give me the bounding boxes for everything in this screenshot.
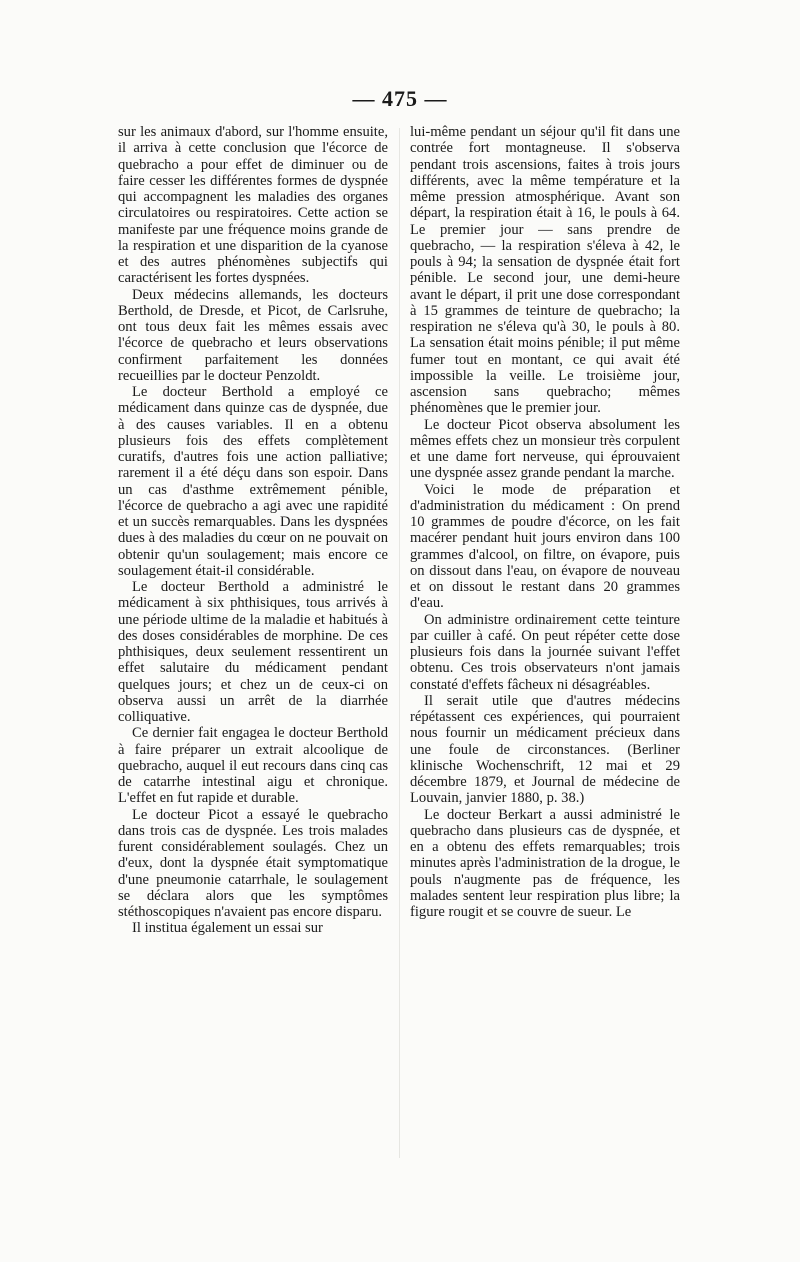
page-number: — 475 —: [352, 86, 448, 111]
left-column: [118, 124, 388, 937]
paragraph: Le docteur Berthold a administré le médicament à six phthisiques, tous arrivés à une période ultime de la maladie et habitués à des doses considérables de morphine. De ces phthisiques, deux seulement ressentirent un effet salutaire du médicament pendant quelques jours; et chez un de ceux-ci on observa aussi un arrêt de la diarrhée colliquative.: [118, 579, 388, 725]
paragraph: Voici le mode de préparation et d'administration du médicament : On prend 10 grammes de poudre d'écorce, on les fait macérer pendant huit jours environ dans 100 grammes d'alcool, on filtre, on évapore, puis on dissout dans l'eau, on évapore de nouveau et on dissout le restant dans 20 grammes d'eau.: [410, 481, 680, 612]
paragraph: Le docteur Picot a essayé le quebracho dans trois cas de dyspnée. Les trois malades furent considérablement soulagés. Chez un d'eux, dont la dyspnée était symptomatique d'une pneumonie catarrhale, le soulagement se déclara alors que les symptômes stéthoscopiques n'avaient pas encore disparu.: [118, 806, 388, 920]
column-divider: [399, 128, 400, 1158]
paragraph: Il serait utile que d'autres médecins répétassent ces expériences, qui pourraient nous fournir un médicament précieux dans une foule de circonstances. (Berliner klinische Wochenschrift, 12 mai et 29 décembre 1879, et Journal de médecine de Louvain, janvier 1880, p. 38.): [410, 692, 680, 807]
paragraph: On administre ordinairement cette teinture par cuiller à café. On peut répéter cette dose plusieurs fois dans la journée suivant l'effet obtenu. Ces trois observateurs n'ont jamais constaté d'effets fâcheux ni désagréables.: [410, 611, 680, 693]
paragraph: Deux médecins allemands, les docteurs Berthold, de Dresde, et Picot, de Carlsruhe, ont tous deux fait les mêmes essais avec l'écorce de quebracho et leurs observations confirment parfaitement les données recueillies par le docteur Penzoldt.: [118, 286, 388, 384]
paragraph: lui-même pendant un séjour qu'il fit dans une contrée fort montagneuse. Il s'observa pendant trois ascensions, faites à trois jours différents, avec la même température et la même pression atmosphérique. Avant son départ, la respiration était à 16, le pouls à 64. Le premier jour — sans prendre de quebracho, — la respiration s'éleva à 42, le pouls à 94; la sensation de dyspnée était fort pénible. Le second jour, une demi-heure avant le départ, il prit une dose correspondant à 15 grammes de teinture de quebracho; la respiration ne s'éleva qu'à 30, le pouls à 80. La sensation était moins pénible; il put même fumer tout en montant, ce qui avait été impossible la veille. Le troisième jour, ascension sans quebracho; mêmes phénomènes que le premier jour.: [410, 124, 680, 417]
paragraph: Il institua également un essai sur: [132, 920, 323, 937]
paragraph: Le docteur Berkart a aussi administré le quebracho dans plusieurs cas de dyspnée, et en a obtenu des effets remarquables; trois minutes après l'administration de la drogue, le pouls n'augmente pas de fréquence, les malades sentent leur respiration plus libre; la figure rougit et se couvre de sueur. Le: [410, 806, 680, 920]
paragraph: Ce dernier fait engagea le docteur Berthold à faire préparer un extrait alcoolique de quebracho, auquel il eut recours dans cinq cas de catarrhe intestinal aigu et chronique. L'effet en fut rapide et durable.: [118, 725, 388, 807]
paragraph: sur les animaux d'abord, sur l'homme ensuite, il arriva à cette conclusion que l'écorce de quebracho a pour effet de diminuer ou de faire cesser les différentes formes de dyspnée qui accompagnent les maladies des organes circulatoires ou respiratoires. Cette action se manifeste par une fréquence moins grande de la respiration et une disparition de la cyanose et des autres phénomènes subjectifs qui caractérisent les fortes dyspnées.: [118, 124, 388, 287]
paragraph: Le docteur Berthold a employé ce médicament dans quinze cas de dyspnée, due à des causes variables. Il en a obtenu plusieurs fois des effets complètement curatifs, d'autres fois une action palliative; rarement il a été déçu dans son espoir. Dans un cas d'asthme extrêmement pénible, l'écorce de quebracho a agi avec une rapidité et un succès remarquables. Dans les dyspnées dues à des maladies du cœur on ne pouvait on obtenir qu'un soulagement; mais encore ce soulagement était-il considérable.: [118, 384, 388, 579]
paragraph: Le docteur Picot observa absolument les mêmes effets chez un monsieur très corpulent et une dame fort nerveuse, qui éprouvaient une dyspnée assez grande pendant la marche.: [410, 416, 680, 482]
right-column: [410, 124, 680, 920]
